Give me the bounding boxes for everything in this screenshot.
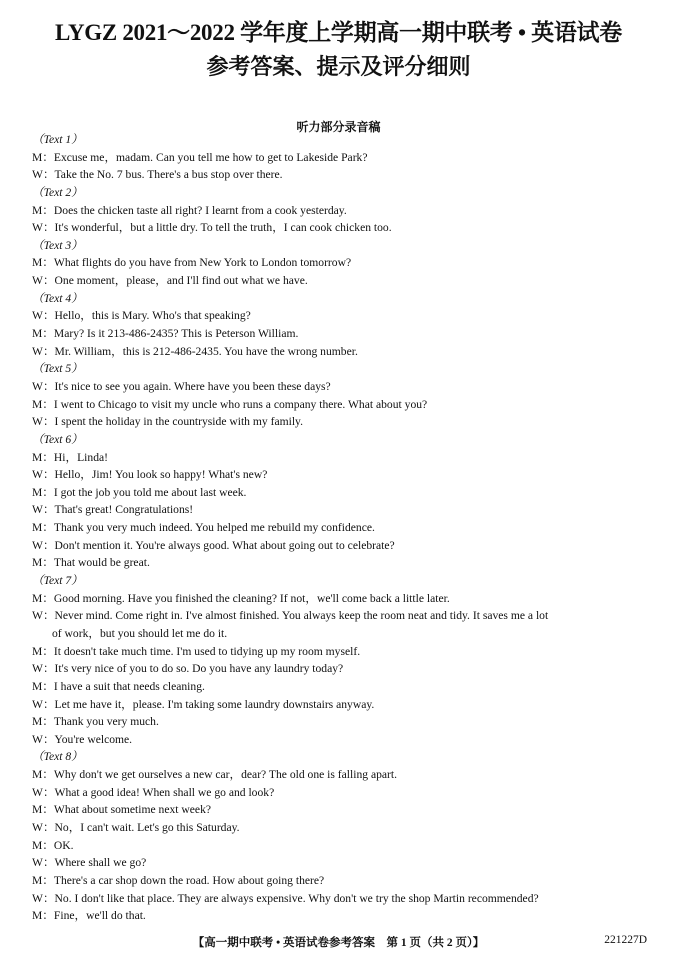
transcript-line: W：It's wonderful，but a little dry. To tell the truth，I can cook chicken too. xyxy=(32,221,392,235)
transcript-line: W：I spent the holiday in the countryside with my family. xyxy=(32,415,304,429)
transcript-line: M：Mary? Is it 213-486-2435? This is Peterson William. xyxy=(32,327,299,341)
transcript-line: M：Fine，we'll do that. xyxy=(32,909,146,923)
transcript-line: W：That's great! Congratulations! xyxy=(32,503,194,517)
transcript-line: M：Thank you very much indeed. You helped me rebuild my confidence. xyxy=(32,521,375,535)
text-label: （Text 5） xyxy=(32,362,83,376)
transcript-body xyxy=(32,131,657,925)
transcript-line: W：Hello，Jim! You look so happy! What's new? xyxy=(32,468,268,482)
transcript-line: M：Does the chicken taste all right? I learnt from a cook yesterday. xyxy=(32,203,347,217)
page-footer xyxy=(0,934,677,950)
transcript-line: W：Hello，this is Mary. Who's that speaking? xyxy=(32,309,251,323)
document-title: LYGZ 2021～2022 学年度上学期高一期中联考 • 英语试卷 xyxy=(55,20,622,45)
text-label: （Text 7） xyxy=(32,574,83,588)
text-label: （Text 3） xyxy=(32,238,83,252)
transcript-line: W：Mr. William，this is 212-486-2435. You have the wrong number. xyxy=(32,344,358,358)
transcript-line: M：What about sometime next week? xyxy=(32,803,212,817)
transcript-line: M：It doesn't take much time. I'm used to tidying up my room myself. xyxy=(32,644,361,658)
transcript-line: M：That would be great. xyxy=(32,556,150,570)
transcript-line: M：There's a car shop down the road. How about going there? xyxy=(32,873,325,887)
transcript-line: M：I have a suit that needs cleaning. xyxy=(32,679,205,693)
transcript-line: W：You're welcome. xyxy=(32,732,133,746)
transcript-line: M：Hi，Linda! xyxy=(32,450,108,464)
transcript-line: W：What a good idea! When shall we go and look? xyxy=(32,785,275,799)
transcript-line: M：What flights do you have from New York to London tomorrow? xyxy=(32,256,352,270)
transcript-line: M：I got the job you told me about last week. xyxy=(32,485,247,499)
transcript-line: W：One moment，please，and I'll find out what we have. xyxy=(32,274,308,288)
transcript-line: W：No，I can't wait. Let's go this Saturday. xyxy=(32,820,240,834)
transcript-line: M：Excuse me，madam. Can you tell me how to get to Lakeside Park? xyxy=(32,150,368,164)
transcript-line: M：I went to Chicago to visit my uncle who runs a company there. What about you? xyxy=(32,397,428,411)
document-subtitle: 参考答案、提示及评分细则 xyxy=(206,54,471,79)
footer-code: 221227D xyxy=(604,934,647,946)
transcript-line: M：Thank you very much. xyxy=(32,715,159,729)
transcript-line: W：Don't mention it. You're always good. What about going out to celebrate? xyxy=(32,538,395,552)
footer-page-info: 【高一期中联考 • 英语试卷参考答案 第 1 页（共 2 页）】 xyxy=(192,937,485,949)
transcript-line: W：Let me have it，please. I'm taking some laundry downstairs anyway. xyxy=(32,697,375,711)
transcript-line: W：Take the No. 7 bus. There's a bus stop over there. xyxy=(32,168,283,182)
transcript-line: W：It's nice to see you again. Where have you been these days? xyxy=(32,379,331,393)
text-label: （Text 8） xyxy=(32,750,83,764)
text-label: （Text 6） xyxy=(32,432,83,446)
transcript-line: M：OK. xyxy=(32,838,74,852)
transcript-line: W：Never mind. Come right in. I've almost finished. You always keep the room neat and tidy. It saves me a lot xyxy=(32,609,549,623)
transcript-line: M：Why don't we get ourselves a new car，dear? The old one is falling apart. xyxy=(32,768,398,782)
transcript-line: M：Good morning. Have you finished the cleaning? If not，we'll come back a little later. xyxy=(32,591,450,605)
transcript-line: of work，but you should let me do it. xyxy=(52,626,228,640)
text-label: （Text 1） xyxy=(32,133,83,146)
transcript-line: W：No. I don't like that place. They are always expensive. Why don't we try the shop Martin recommended? xyxy=(32,891,539,905)
text-label: （Text 4） xyxy=(32,291,83,305)
transcript-line: W：It's very nice of you to do so. Do you have any laundry today? xyxy=(32,662,344,676)
text-label: （Text 2） xyxy=(32,185,83,199)
transcript-line: W：Where shall we go? xyxy=(32,856,147,870)
section-title: 听力部分录音稿 xyxy=(296,120,381,134)
